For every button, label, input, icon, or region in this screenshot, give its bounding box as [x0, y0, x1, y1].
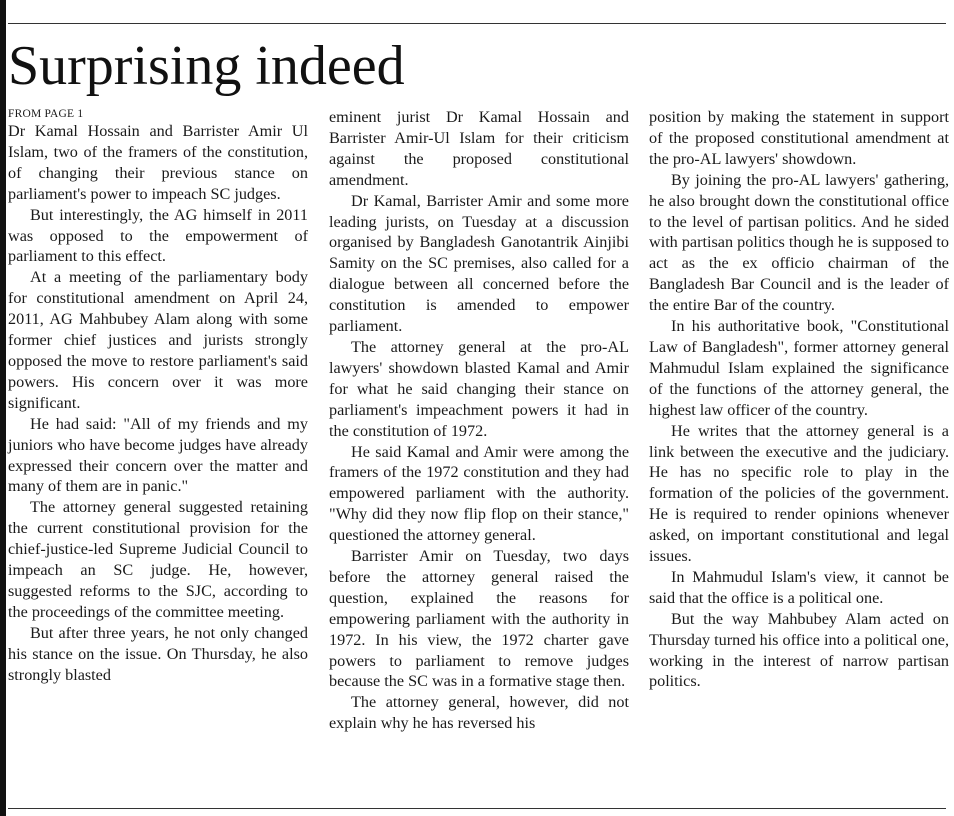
- paragraph: In his authoritative book, "Constitutional Law of Bangladesh", former attorney general Mahmudul Islam explained the significance of the functions of the attorney general, the highest law officer of the country.: [649, 317, 949, 419]
- paragraph: The attorney general at the pro-AL lawyers' showdown blasted Kamal and Amir for what he said changing their stance on parliament's impeachment powers it had in the constitution of 1972.: [329, 337, 629, 440]
- bottom-rule: [8, 808, 946, 809]
- paragraph: Barrister Amir on Tuesday, two days before the attorney general raised the question, explained the reasons for empowering parliament with the authority in 1972. In his view, the 1972 charter gave powers to parliament to remove judges because the SC was in a formative stage then.: [329, 547, 629, 691]
- page-edge-bar: [0, 0, 6, 816]
- paragraph: By joining the pro-AL lawyers' gathering, he also brought down the constitutional office to the level of partisan politics. And he sided with partisan politics though he is supposed to act as the ex officio chairman of the Bangladesh Bar Council and is the leader of the entire Bar of the country.: [649, 170, 949, 315]
- paragraph: But after three years, he not only changed his stance on the issue. On Thursday, he also strongly blasted: [8, 623, 308, 684]
- article-headline: Surprising indeed: [8, 35, 405, 97]
- paragraph: The attorney general suggested retaining the current constitutional provision for the chief-justice-led Supreme Judicial Council to impeach an SC judge. He, however, suggested reforms to the SJC, according to the proceedings of the committee meeting.: [8, 498, 308, 621]
- paragraph: At a meeting of the parliamentary body for constitutional amendment on April 24, 2011, AG Mahbubey Alam along with some former chief justices and jurists strongly opposed the move to restore parliament's said powers. His concern over it was more significant.: [8, 268, 308, 412]
- article-column-1: [8, 107, 308, 685]
- paragraph: But interestingly, the AG himself in 2011 was opposed to the empowerment of parliament to this effect.: [8, 205, 308, 266]
- paragraph: He writes that the attorney general is a link between the executive and the judiciary. He has no specific role to play in the formation of the policies of the government. He is required to render opinions whenever asked, on important constitutional and legal issues.: [649, 421, 949, 566]
- paragraph: He had said: "All of my friends and my juniors who have become judges have already expressed their concern over the matter and many of them are in panic.": [8, 414, 308, 496]
- paragraph: In Mahmudul Islam's view, it cannot be said that the office is a political one.: [649, 567, 949, 607]
- paragraph: The attorney general, however, did not explain why he has reversed his: [329, 693, 629, 733]
- paragraph: Dr Kamal, Barrister Amir and some more leading jurists, on Tuesday at a discussion organised by Bangladesh Ganotantrik Ainjibi Samity on the SC premises, also called for a dialogue between all concerned before the constitution is amended to empower parliament.: [329, 191, 629, 336]
- article-column-3: [649, 107, 949, 692]
- top-rule: [8, 23, 946, 24]
- dateline: FROM PAGE 1: [8, 108, 84, 120]
- paragraph: Dr Kamal Hossain and Barrister Amir Ul Islam, two of the framers of the constitution, of changing their previous stance on parliament's power to impeach SC judges.: [8, 122, 308, 203]
- paragraph: eminent jurist Dr Kamal Hossain and Barrister Amir-Ul Islam for their criticism against the proposed constitutional amendment.: [329, 108, 629, 189]
- paragraph: position by making the statement in support of the proposed constitutional amendment at the pro-AL lawyers' showdown.: [649, 108, 949, 168]
- paragraph: He said Kamal and Amir were among the framers of the 1972 constitution and they had empowered parliament with the authority. "Why did they now flip flop on their stance," questioned the attorney general.: [329, 442, 629, 545]
- paragraph: But the way Mahbubey Alam acted on Thursday turned his office into a political one, working in the interest of narrow partisan politics.: [649, 609, 949, 691]
- article-column-2: [329, 107, 629, 734]
